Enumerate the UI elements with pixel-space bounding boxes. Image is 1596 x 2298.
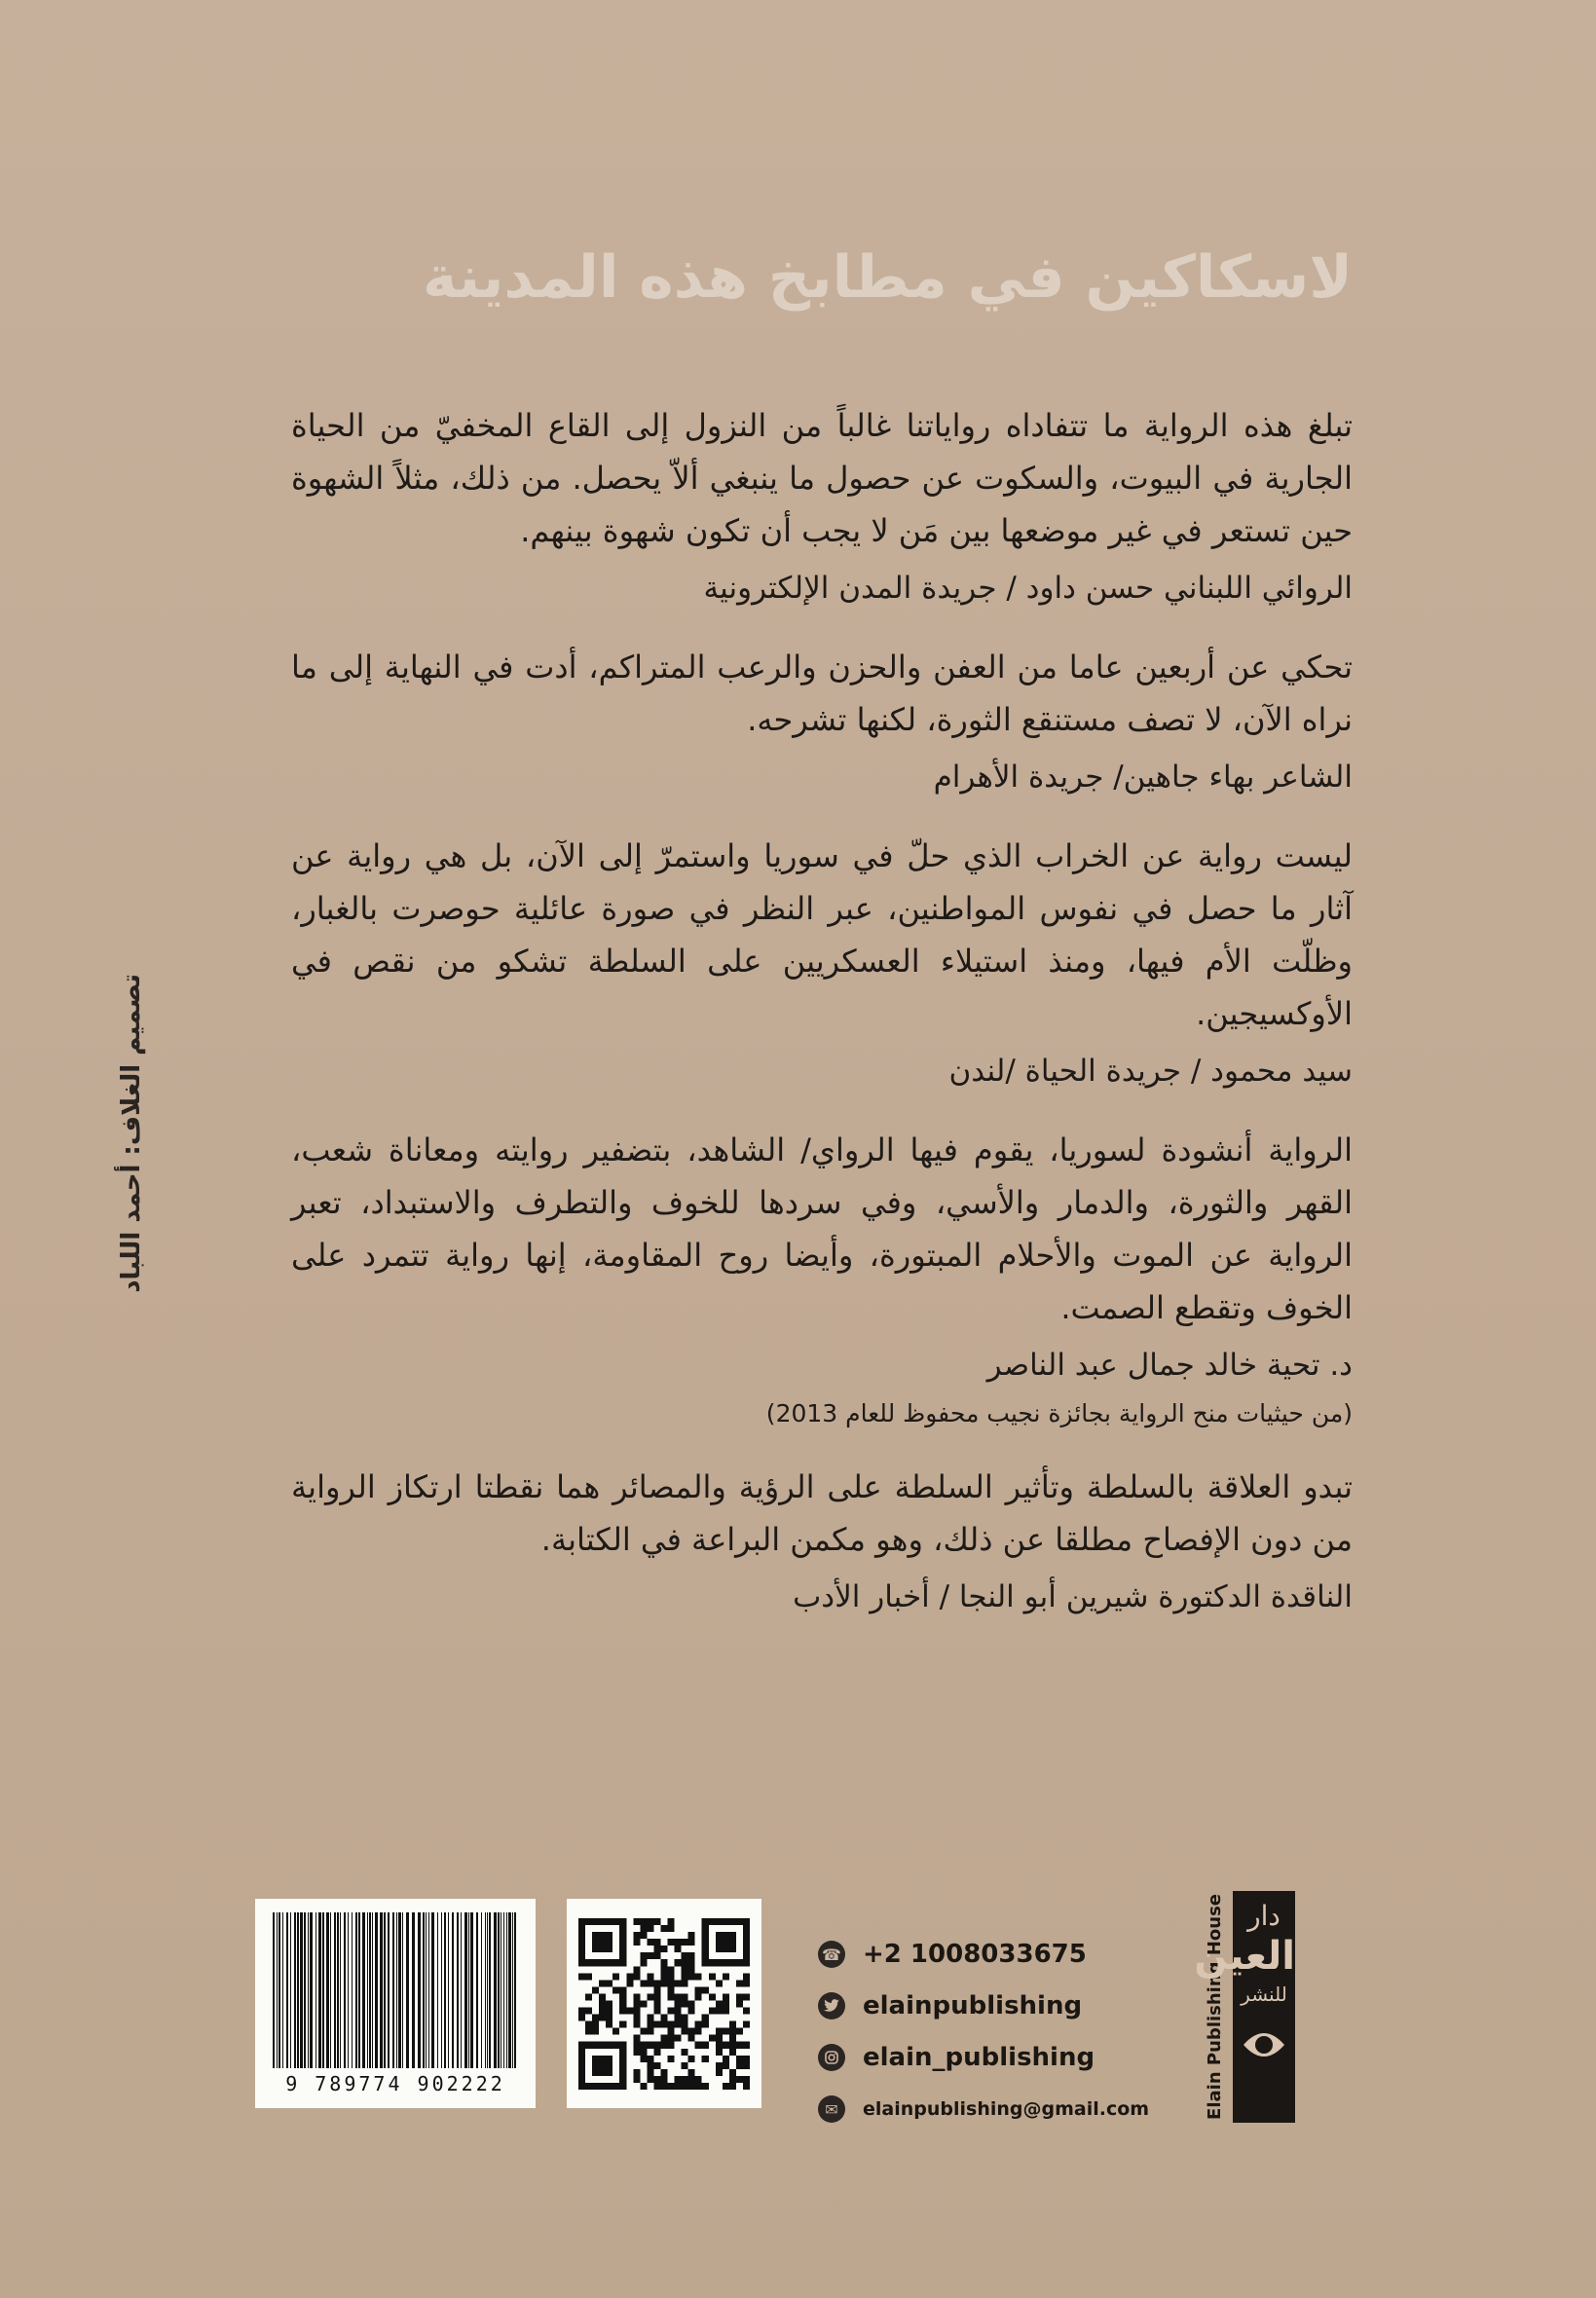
blurb-source: الناقدة الدكتورة شيرين أبو النجا / أخبار الأدب (793, 1579, 1353, 1614)
contact-instagram (818, 2043, 1169, 2072)
book-title: لاسكاكين في مطابخ هذه المدينة (423, 243, 1353, 312)
qr-code (567, 1899, 761, 2108)
blurb-source: الروائي اللبناني حسن داود / جريدة المدن الإلكترونية (703, 571, 1353, 606)
eye-icon (1242, 2025, 1286, 2064)
cover-design-credit: تصميم الغلاف: أحمد اللباد (117, 974, 146, 1293)
blurb-text: تبدو العلاقة بالسلطة وتأثير السلطة على الرؤية والمصائر هما نقطتا ارتكاز الرواية من دون الإفصاح مطلقا عن ذلك، وهو مكمن البراعة في الكتابة. (291, 1468, 1353, 1558)
blurb-4 (291, 1124, 1353, 1435)
blurb-source: سيد محمود / جريدة الحياة /لندن (948, 1054, 1353, 1089)
contact-list (818, 1940, 1169, 2146)
logo-ain: العين (1194, 1934, 1295, 1979)
publisher-name: Elain Publishing House (1204, 1894, 1225, 2120)
contact-twitter (818, 1991, 1169, 2020)
isbn-number: 9 789774 902222 (285, 2072, 505, 2095)
phone-icon: ☎ (818, 1941, 845, 1968)
logo-dar: دار (1247, 1900, 1281, 1932)
blurb-source: د. تحية خالد جمال عبد الناصر (986, 1348, 1353, 1383)
instagram-icon (818, 2044, 845, 2071)
email-icon: ✉ (818, 2095, 845, 2123)
blurb-text: الرواية أنشودة لسوريا، يقوم فيها الرواي/ الشاهد، بتضفير روايته ومعاناة شعب، القهر والثورة، والدمار والأسي، وفي سردها للخوف والتطرف والاستبداد، تعبر الرواية عن الموت والأحلام المبتورة، وأيضا روح المقاومة، إنها رواية تتمرد على الخوف وتقطع الصمت. (291, 1131, 1353, 1326)
blurb-text: تبلغ هذه الرواية ما تتفاداه رواياتنا غالباً من النزول إلى القاع المخفيّ من الحياة الجارية في البيوت، والسكوت عن حصول ما ينبغي ألاّ يحصل. من ذلك، مثلاً الشهوة حين تستعر في غير موضعها بين مَن لا يجب أن تكون شهوة بينهم. (291, 407, 1353, 549)
phone-number: +2 1008033675 (863, 1940, 1087, 1969)
blurb-note: (من حيثيات منح الرواية بجائزة نجيب محفوظ للعام 2013) (765, 1399, 1353, 1427)
blurbs-section (291, 399, 1353, 1649)
blurb-source: الشاعر بهاء جاهين/ جريدة الأهرام (933, 760, 1353, 795)
publisher-logo (1194, 1891, 1295, 2123)
contact-email (818, 2094, 1169, 2124)
blurb-2 (291, 641, 1353, 804)
instagram-handle: elain_publishing (863, 2043, 1095, 2072)
twitter-handle: elainpublishing (863, 1991, 1083, 2020)
blurb-text: ليست رواية عن الخراب الذي حلّ في سوريا واستمرّ إلى الآن، بل هي رواية عن آثار ما حصل في نفوس المواطنين، عبر النظر في صورة عائلية حوصرت بالغبار، وظلّت الأم فيها، ومنذ استيلاء العسكريين على السلطة تشكو من نقص في الأوكسيجين. (291, 837, 1353, 1032)
blurb-3 (291, 830, 1353, 1098)
publisher-name-vertical (1200, 1891, 1229, 2123)
blurb-5 (291, 1461, 1353, 1624)
barcode (255, 1899, 536, 2108)
barcode-bars (271, 1912, 520, 2068)
blurb-1 (291, 399, 1353, 615)
email-address: elainpublishing@gmail.com (863, 2098, 1150, 2120)
contact-phone (818, 1940, 1169, 1969)
blurb-text: تحكي عن أربعين عاما من العفن والحزن والرعب المتراكم، أدت في النهاية إلى ما نراه الآن، لا تصف مستنقع الثورة، لكنها تشرحه. (291, 649, 1353, 738)
logo-lil: للنشر (1241, 1983, 1287, 2006)
twitter-icon (818, 1992, 845, 2020)
qr-code-matrix (578, 1918, 750, 2090)
